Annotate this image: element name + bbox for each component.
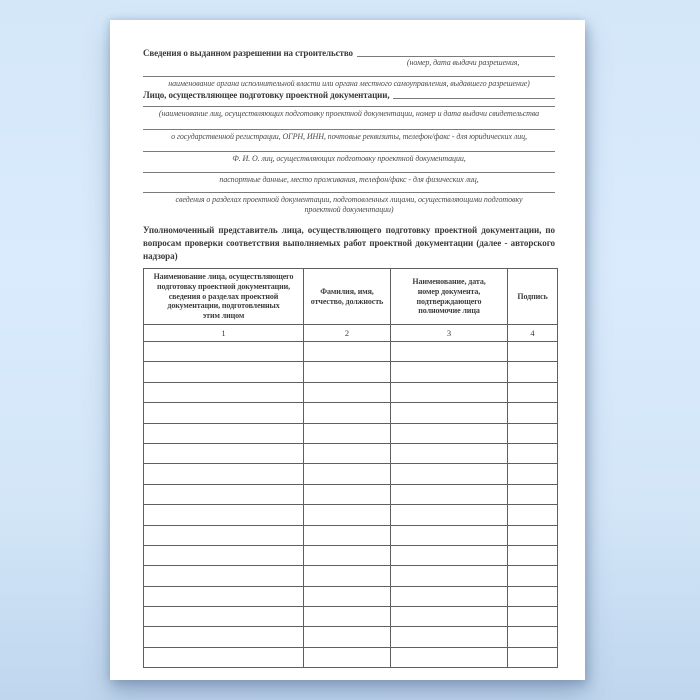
blank-cell — [508, 443, 558, 463]
table-row — [144, 403, 558, 423]
table-header-cell-document: Наименование, дата, номер документа, подтверждающего полномочие лица — [391, 269, 508, 325]
blank-line-rule — [143, 151, 555, 152]
blank-cell — [304, 464, 391, 484]
table-row — [144, 443, 558, 463]
blank-cell — [391, 443, 508, 463]
blank-cell — [144, 525, 304, 545]
table-row — [144, 586, 558, 606]
blank-cell — [391, 566, 508, 586]
blank-cell — [144, 464, 304, 484]
blank-cell — [508, 505, 558, 525]
signatures-table-body — [144, 325, 558, 668]
blank-cell — [144, 566, 304, 586]
blank-cell — [144, 586, 304, 606]
blank-cell — [304, 545, 391, 565]
fio-caption: Ф. И. О. лиц, осуществляющих подготовку проектной документации, — [232, 154, 466, 163]
blank-cell — [508, 423, 558, 443]
blank-cell — [304, 443, 391, 463]
column-number-cell: 1 — [144, 325, 304, 342]
blank-cell — [304, 607, 391, 627]
signatures-table — [143, 268, 558, 668]
permit-heading-label: Сведения о выданном разрешении на строительство — [143, 48, 353, 58]
column-number-row — [144, 325, 558, 342]
blank-line-rule — [143, 76, 555, 77]
blank-cell — [144, 423, 304, 443]
blank-cell — [508, 403, 558, 423]
sections-caption: сведения о разделах проектной документации, подготовленных лицами, осуществляющими подготовку проектной документации) — [175, 195, 523, 214]
blank-cell — [508, 607, 558, 627]
table-header-cell-name: Фамилия, имя, отчество, должность — [304, 269, 391, 325]
blank-cell — [144, 484, 304, 504]
representative-paragraph: Уполномоченный представитель лица, осуществляющего подготовку проектной документации, по вопросам проверки соответствия выполняемых работ проектной документации (далее - авторского надзора) — [143, 225, 555, 261]
table-row — [144, 525, 558, 545]
authority-caption: наименование органа исполнительной власти или органа местного самоуправления, выдавшего разрешение) — [168, 79, 530, 88]
blank-cell — [144, 505, 304, 525]
table-row — [144, 362, 558, 382]
blank-cell — [391, 607, 508, 627]
person-blank-line — [393, 88, 555, 99]
blank-cell — [304, 627, 391, 647]
blank-cell — [304, 342, 391, 362]
blank-cell — [304, 484, 391, 504]
blank-cell — [508, 484, 558, 504]
blank-cell — [304, 382, 391, 402]
blank-cell — [304, 525, 391, 545]
document-page — [110, 20, 585, 680]
legal-caption-1: (наименование лиц, осуществляющих подготовку проектной документации, номер и дата выдачи свидетельства — [158, 109, 540, 118]
blank-line-rule — [143, 129, 555, 130]
blank-cell — [391, 627, 508, 647]
blank-cell — [391, 505, 508, 525]
blank-cell — [144, 607, 304, 627]
blank-cell — [508, 362, 558, 382]
passport-caption: паспортные данные, место проживания, телефон/факс - для физических лиц, — [219, 175, 479, 184]
blank-cell — [144, 362, 304, 382]
table-row — [144, 505, 558, 525]
blank-cell — [508, 566, 558, 586]
table-row — [144, 566, 558, 586]
blank-cell — [391, 342, 508, 362]
table-row — [144, 382, 558, 402]
blank-cell — [508, 545, 558, 565]
blank-cell — [391, 403, 508, 423]
blank-cell — [391, 586, 508, 606]
blank-line-rule — [143, 106, 555, 107]
person-heading-label: Лицо, осуществляющее подготовку проектной документации, — [143, 90, 390, 100]
blank-cell — [508, 464, 558, 484]
column-number-cell: 4 — [508, 325, 558, 342]
blank-cell — [391, 647, 508, 667]
blank-cell — [508, 647, 558, 667]
blank-cell — [304, 586, 391, 606]
legal-caption-2: о государственной регистрации, ОГРН, ИНН, почтовые реквизиты, телефон/факс - для юридических лиц, — [171, 132, 527, 141]
blank-cell — [144, 403, 304, 423]
blank-cell — [508, 382, 558, 402]
table-row — [144, 545, 558, 565]
blank-line-rule — [143, 172, 555, 173]
blank-cell — [144, 647, 304, 667]
table-row — [144, 342, 558, 362]
blank-cell — [144, 342, 304, 362]
table-row — [144, 464, 558, 484]
table-row — [144, 607, 558, 627]
table-row — [144, 423, 558, 443]
blank-cell — [508, 342, 558, 362]
blank-cell — [391, 484, 508, 504]
blank-cell — [391, 464, 508, 484]
table-header-cell-person: Наименование лица, осуществляющего подготовку проектной документации, сведения о разделах проектной документации, подготовленных этим лицом — [144, 269, 304, 325]
blank-cell — [304, 362, 391, 382]
blank-cell — [144, 382, 304, 402]
column-number-cell: 3 — [391, 325, 508, 342]
blank-cell — [391, 423, 508, 443]
table-row — [144, 627, 558, 647]
table-row — [144, 647, 558, 667]
table-row — [144, 484, 558, 504]
blank-cell — [144, 545, 304, 565]
person-heading-row — [143, 87, 555, 100]
permit-caption: (номер, дата выдачи разрешения, — [406, 58, 520, 67]
blank-cell — [304, 566, 391, 586]
permit-blank-line — [357, 46, 555, 57]
blank-cell — [391, 382, 508, 402]
blank-cell — [304, 403, 391, 423]
blank-cell — [144, 627, 304, 647]
blank-cell — [391, 525, 508, 545]
blank-cell — [508, 525, 558, 545]
column-number-cell: 2 — [304, 325, 391, 342]
blank-cell — [508, 586, 558, 606]
blank-cell — [144, 443, 304, 463]
table-header-row — [144, 269, 558, 325]
blank-cell — [304, 647, 391, 667]
blank-cell — [391, 545, 508, 565]
permit-heading-row — [143, 45, 555, 58]
blank-cell — [508, 627, 558, 647]
blank-cell — [391, 362, 508, 382]
blank-cell — [304, 423, 391, 443]
blank-cell — [304, 505, 391, 525]
blank-line-rule — [143, 192, 555, 193]
table-header-cell-signature: Подпись — [508, 269, 558, 325]
